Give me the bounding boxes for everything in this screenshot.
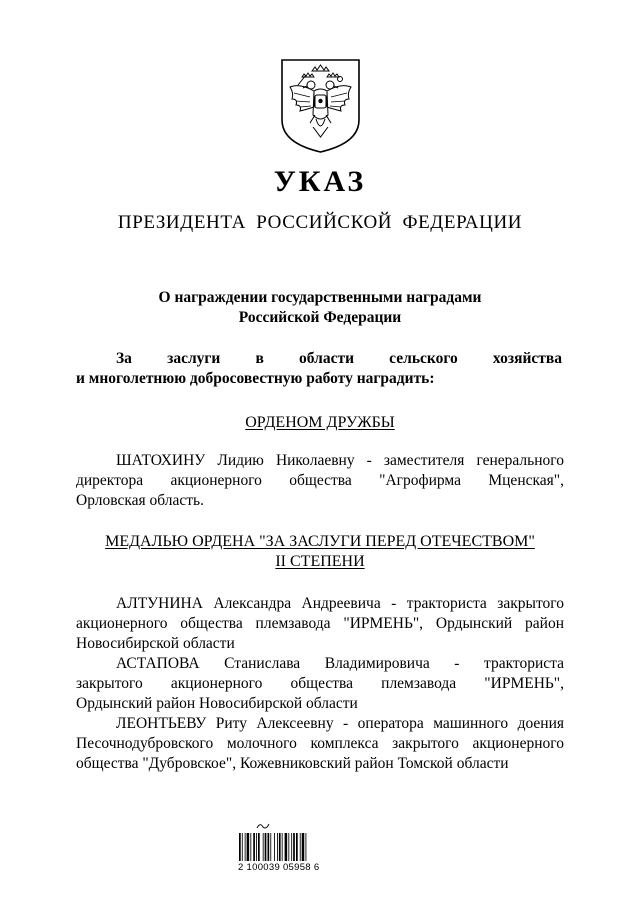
intro-line: и многолетнюю добросовестную работу наградить:: [76, 370, 435, 387]
recipient-line: Новосибирской области: [76, 635, 235, 652]
recipient-line: АСТАПОВА Станислава Владимировича - тракториста: [116, 655, 564, 672]
recipient-line: директора акционерного общества "Агрофирма Мценская",: [76, 472, 564, 489]
award-heading-line: II СТЕПЕНИ: [275, 553, 365, 570]
decree-subject-line: О награждении государственными наградами: [158, 289, 482, 306]
decree-subject: [0, 288, 640, 328]
recipient-entry: [76, 451, 564, 511]
recipient-entry: [76, 714, 564, 774]
award-heading-order-of-friendship: ОРДЕНОМ ДРУЖБЫ: [245, 414, 395, 431]
document-title: УКАЗ: [273, 165, 367, 198]
recipient-line: Орловская область.: [76, 492, 204, 509]
recipient-entry: [76, 594, 564, 654]
recipient-line: акционерного общества племзавода "ИРМЕНЬ", Ордынский район: [76, 615, 564, 632]
russian-coat-of-arms-icon: [278, 57, 363, 154]
recipient-line: закрытого акционерного общества племзавода "ИРМЕНЬ",: [76, 675, 564, 692]
recipient-line: Ордынский район Новосибирской области: [76, 695, 358, 712]
document-issuer: ПРЕЗИДЕНТА РОССИЙСКОЙ ФЕДЕРАЦИИ: [117, 212, 523, 233]
intro-paragraph: [76, 349, 562, 389]
recipient-line: АЛТУНИНА Александра Андреевича - тракториста закрытого: [116, 595, 564, 612]
recipient-line: Песочнодубровского молочного комплекса закрытого акционерного: [76, 735, 564, 752]
registration-scribble: [256, 822, 270, 832]
intro-line: За заслуги в области сельского хозяйства: [116, 350, 562, 367]
recipient-line: ШАТОХИНУ Лидию Николаевну - заместителя генерального: [116, 452, 564, 469]
award-heading-medal: [0, 532, 640, 572]
award-heading-line: МЕДАЛЬЮ ОРДЕНА "ЗА ЗАСЛУГИ ПЕРЕД ОТЕЧЕСТВОМ": [105, 533, 535, 550]
recipient-entry: [76, 654, 564, 714]
recipient-line: общества "Дубровское", Кожевниковский район Томской области: [76, 755, 509, 772]
decree-subject-line: Российской Федерации: [238, 309, 402, 326]
barcode-number: 2 100039 05958 6: [238, 862, 320, 873]
recipient-line: ЛЕОНТЬЕВУ Риту Алексеевну - оператора машинного доения: [116, 715, 564, 732]
